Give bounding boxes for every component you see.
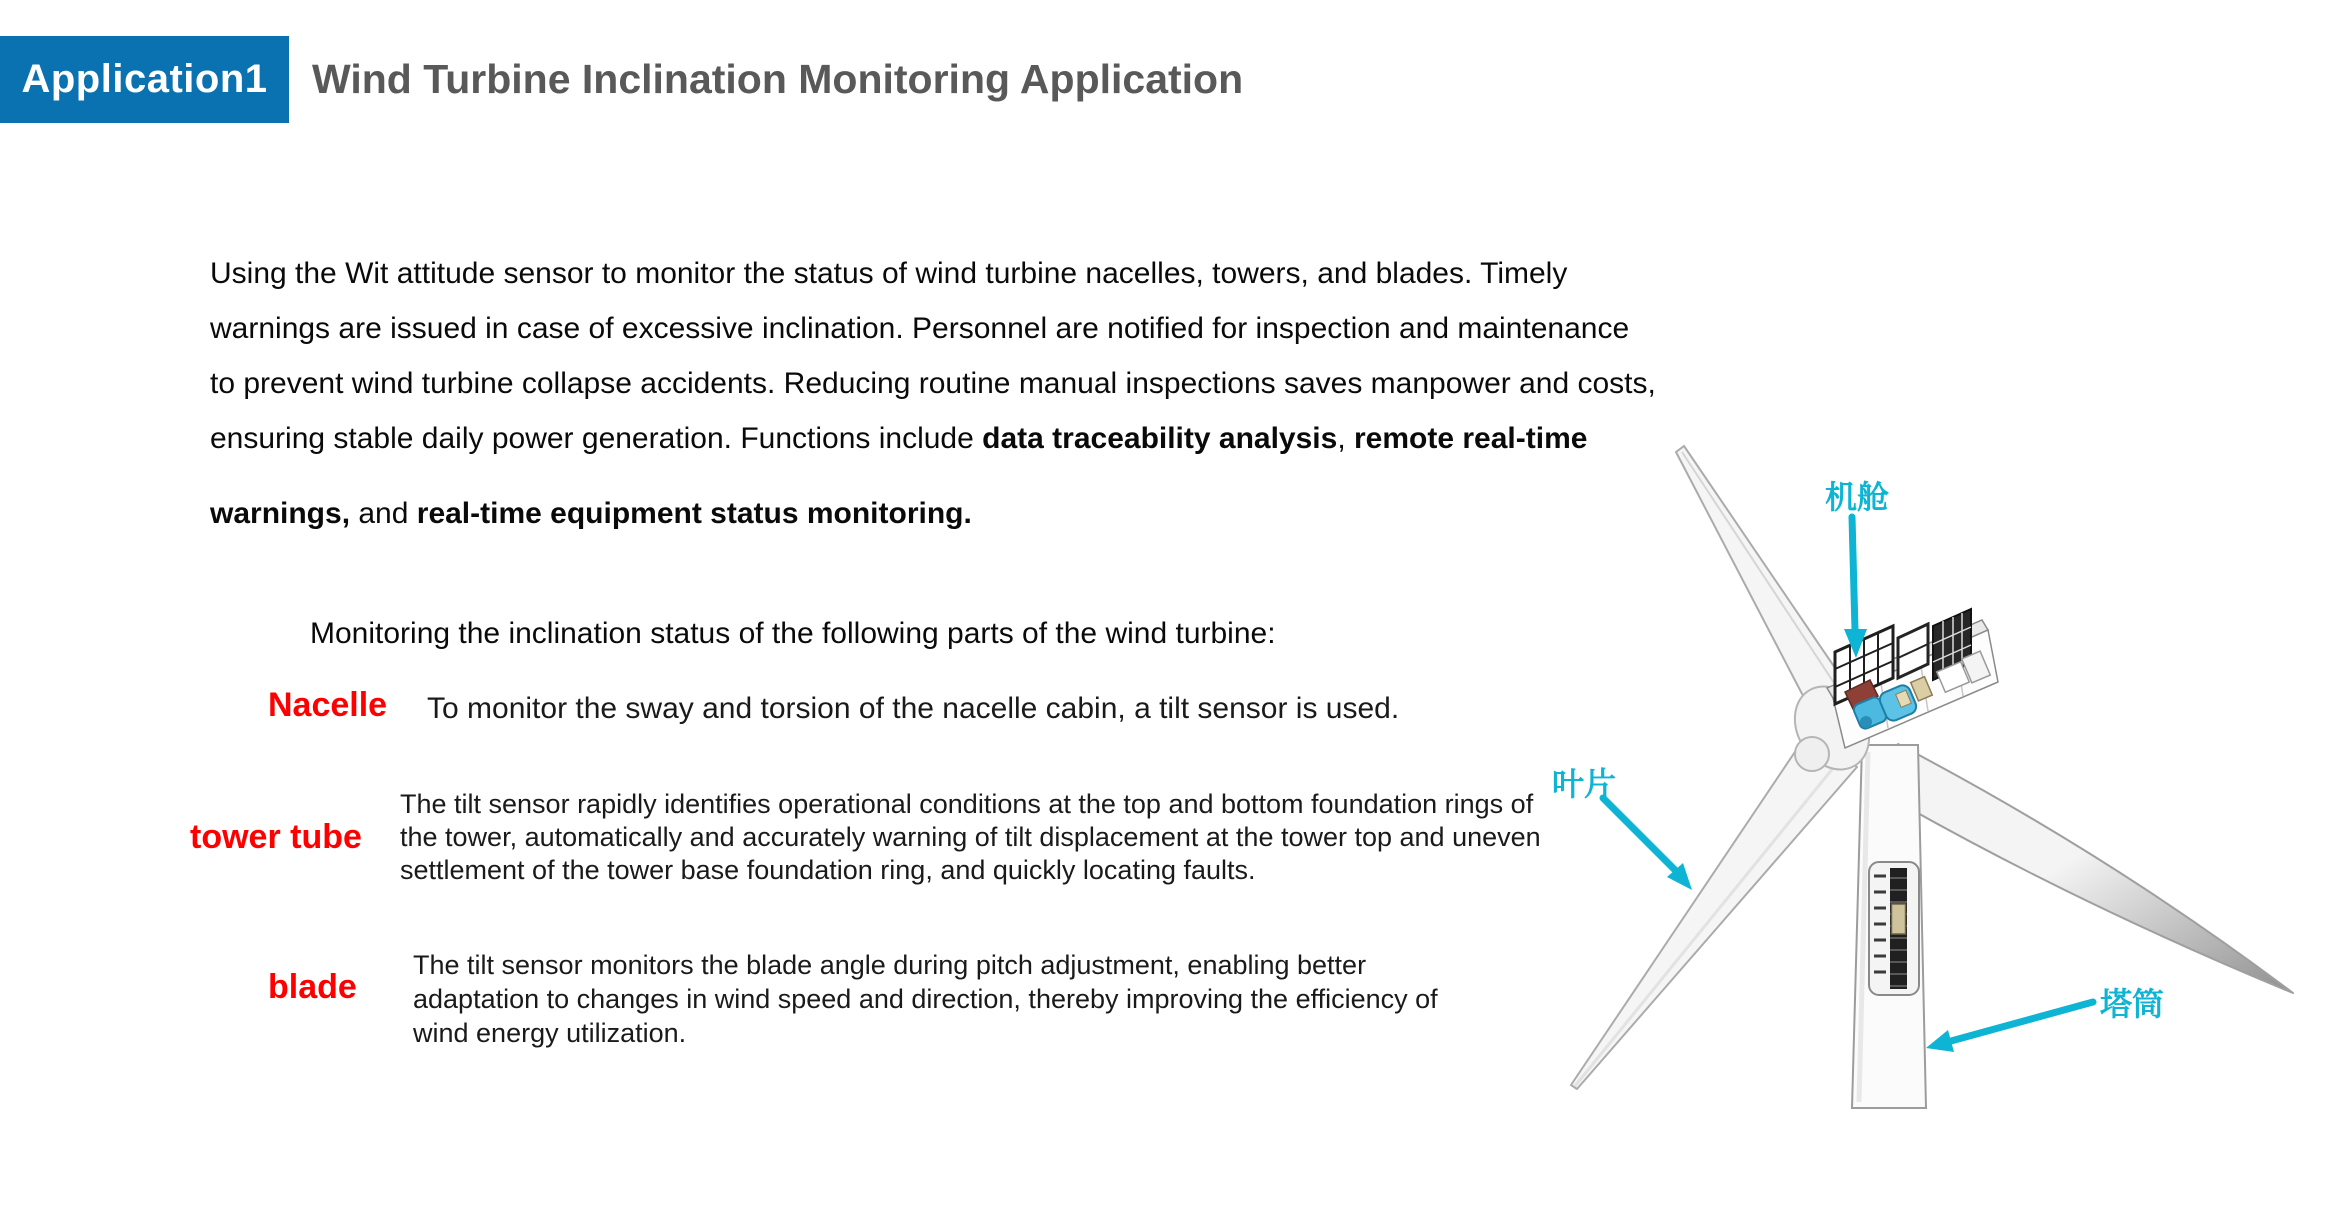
part-label-nacelle: Nacelle	[268, 686, 388, 724]
text-line: wind energy utilization.	[413, 1018, 687, 1048]
tower-arrow-line	[1951, 1002, 2093, 1041]
part-desc-blade	[413, 948, 1438, 1050]
text-line: ensuring stable daily power generation. Functions include data traceability analysis, remote real-time	[210, 422, 1588, 455]
turbine-blade-lower-right	[1898, 744, 2293, 993]
text-line: The tilt sensor monitors the blade angle during pitch adjustment, enabling better	[413, 950, 1367, 980]
page-title: Wind Turbine Inclination Monitoring Application	[312, 56, 1244, 102]
text-line: adaptation to changes in wind speed and direction, thereby improving the efficiency of	[413, 984, 1438, 1014]
nacelle-arrow-line	[1852, 517, 1855, 630]
tower-arrow-head	[1926, 1030, 1954, 1052]
text-line: Using the Wit attitude sensor to monitor the status of wind turbine nacelles, towers, and blades. Timely	[210, 257, 1568, 290]
text-line: settlement of the tower base foundation ring, and quickly locating faults.	[400, 855, 1256, 885]
nacelle-cn-label: 机舱	[1825, 478, 1890, 516]
wind-turbine-illustration	[1500, 430, 2342, 1130]
part-desc-nacelle	[427, 690, 1399, 728]
tower-cn-label: 塔筒	[2100, 985, 2165, 1023]
text-line: To monitor the sway and torsion of the nacelle cabin, a tilt sensor is used.	[427, 692, 1400, 725]
turbine-tower	[1852, 745, 1926, 1108]
monitoring-heading: Monitoring the inclination status of the following parts of the wind turbine:	[310, 617, 1276, 650]
blade-cn-label: 叶片	[1552, 765, 1617, 803]
application-badge: Application1	[0, 36, 289, 123]
part-label-blade: blade	[268, 968, 357, 1006]
part-desc-tower-tube	[400, 788, 1541, 887]
tower-cutaway-ladder	[1869, 862, 1919, 995]
turbine-blade-upper	[1676, 446, 1848, 713]
text-line: warnings are issued in case of excessive inclination. Personnel are notified for inspection and maintenance	[210, 312, 1630, 345]
text-line: the tower, automatically and accurately warning of tilt displacement at the tower top and uneven	[400, 822, 1541, 852]
text-line: The tilt sensor rapidly identifies operational conditions at the top and bottom foundation rings of	[400, 789, 1534, 819]
blade-arrow-line	[1603, 798, 1675, 870]
text-line: warnings, and real-time equipment status monitoring.	[210, 497, 972, 530]
part-label-tower-tube: tower tube	[190, 818, 362, 856]
intro-paragraph	[210, 246, 1656, 541]
annotation-tower	[1926, 985, 2164, 1052]
annotation-blade	[1552, 765, 1692, 890]
text-line: to prevent wind turbine collapse accidents. Reducing routine manual inspections saves manpower and costs,	[210, 367, 1656, 400]
